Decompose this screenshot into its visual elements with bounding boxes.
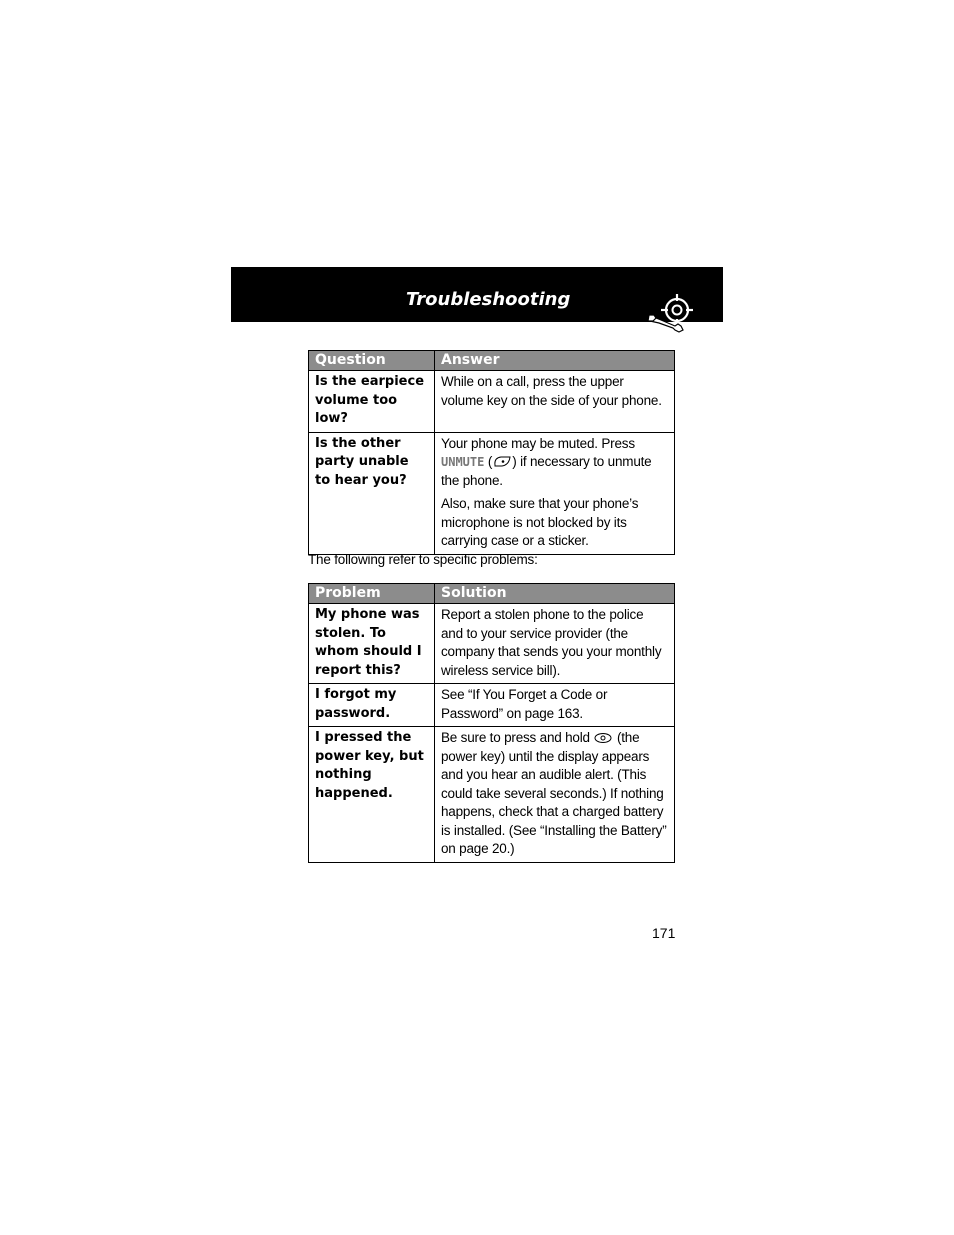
question-cell: Is the other party unable to hear you? [309,432,435,554]
answer-text: Your phone may be muted. Press [441,435,635,451]
solution-cell [435,727,675,863]
answer-text: ( [484,454,493,469]
solution-text: Be sure to press and hold [441,730,594,745]
problem-cell: My phone was stolen. To whom should I report this? [309,604,435,684]
troubleshooting-wrench-target-icon [645,290,697,334]
problem-cell: I forgot my password. [309,684,435,727]
table-row [309,371,675,433]
problem-cell: I pressed the power key, but nothing happened. [309,727,435,863]
answer-cell [435,432,675,554]
problem-solution-table [308,583,675,863]
solution-cell: See “If You Forget a Code or Password” on page 163. [435,684,675,727]
solution-cell: Report a stolen phone to the police and to your service provider (the company that sends you your monthly wireless service bill). [435,604,675,684]
question-cell: Is the earpiece volume too low? [309,371,435,433]
page-number: 171 [652,925,676,941]
answer-paragraph: Also, make sure that your phone’s microphone is not blocked by its carrying case or a sticker. [441,496,639,548]
answer-paragraph [441,435,668,491]
right-soft-key-icon [492,455,512,468]
table-row [309,432,675,554]
table-row [309,604,675,684]
column-header-solution: Solution [435,584,675,604]
column-header-question: Question [309,351,435,371]
table-header-row [309,351,675,371]
answer-text: ) if necessary to unmute the phone. [441,454,652,488]
column-header-answer: Answer [435,351,675,371]
solution-text: (the power key) until the display appears and you hear an audible alert. (This could take several seconds.) If nothing happens, check that a charged battery is installed. (See “Installing the Battery” on page 20.) [441,730,667,856]
table-row [309,684,675,727]
page-title: Troubleshooting [406,289,571,310]
intro-text: The following refer to specific problems: [308,552,538,567]
column-header-problem: Problem [309,584,435,604]
question-answer-table [308,350,675,555]
answer-cell: While on a call, press the upper volume key on the side of your phone. [435,371,675,433]
table-row [309,727,675,863]
unmute-softkey-label: UNMUTE [441,455,485,469]
table-header-row [309,584,675,604]
power-key-icon [593,732,613,744]
